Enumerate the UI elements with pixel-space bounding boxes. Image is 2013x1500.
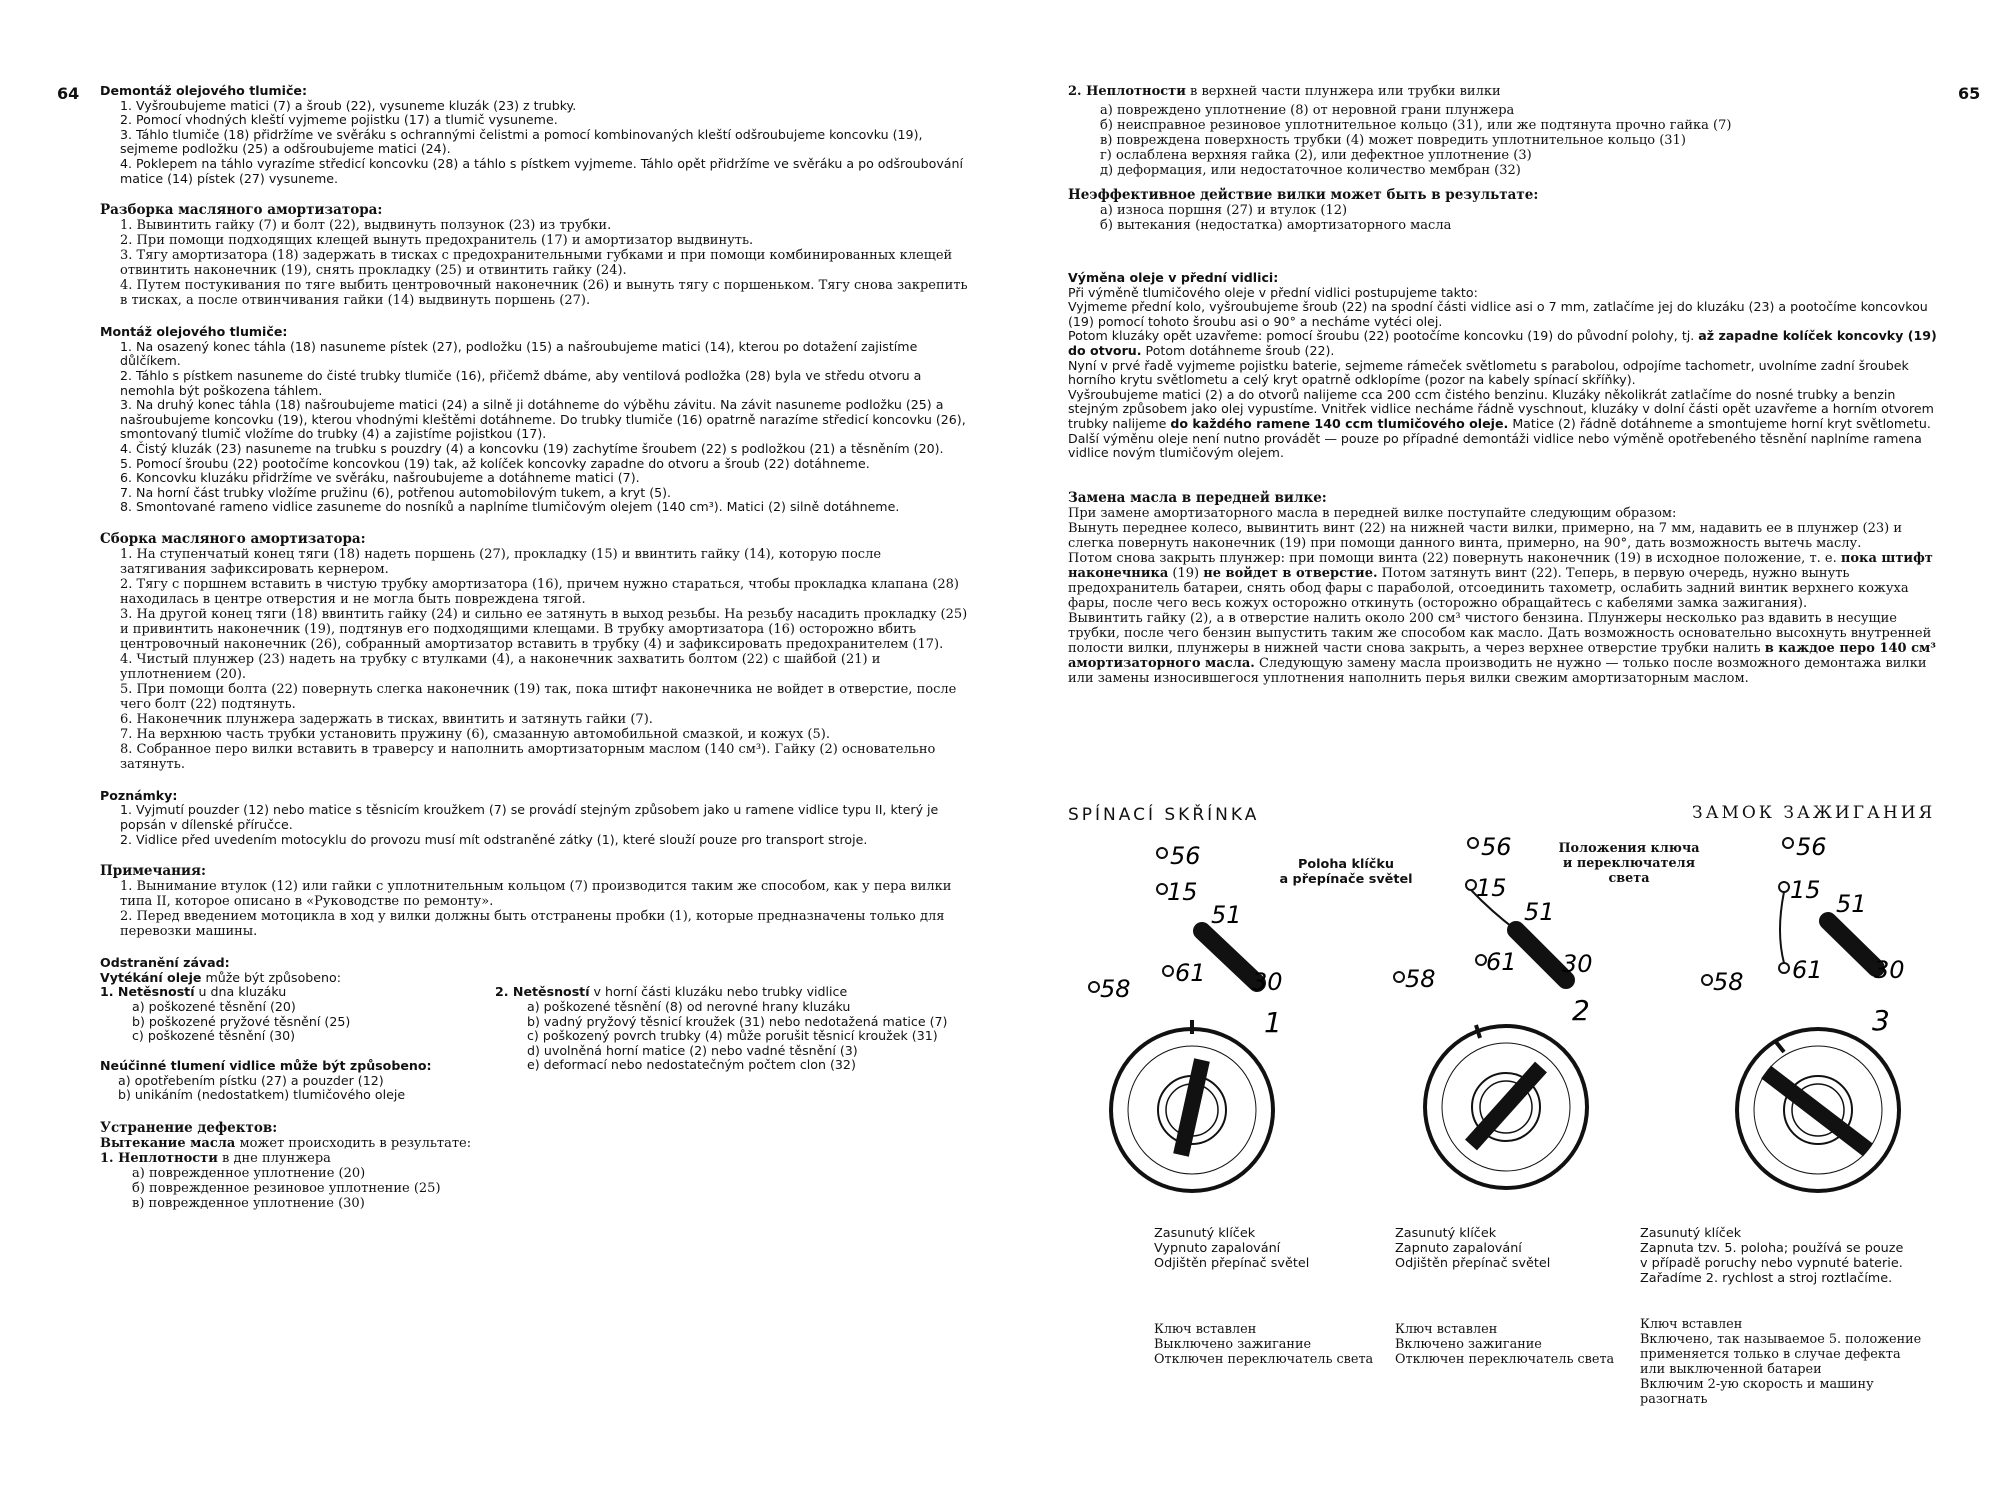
page-number-left: 64	[57, 84, 80, 103]
terminal-label: 15	[1790, 876, 1821, 904]
list-item: 8. Собранное перо вилки вставить в траверсу и наполнить амортизаторным маслом (140 см³). Гайку (2) основательно затянуть.	[120, 741, 936, 772]
list-item: 7. На верхнюю часть трубки установить пружину (6), смазанную автомобильной смазкой, и кожух (5).	[120, 726, 830, 742]
terminal-15-icon	[1157, 884, 1167, 894]
terminal-label: 61	[1175, 959, 1206, 987]
list-item: 3. Тягу амортизатора (18) задержать в тисках с предохранительными губками и при помощи комбинированных клещей отвинтить наконечник (19), снять прокладку (25) и отвинтить гайку (24).	[120, 248, 953, 279]
list-demontaz	[100, 99, 968, 187]
section-poznamky	[100, 789, 968, 847]
caption-cs-2	[1395, 1226, 1550, 1271]
left-column	[100, 84, 968, 1227]
subheading-neeffektivnoe: Неэффективное действие вилки может быть в результате:	[1068, 187, 1539, 203]
terminal-61-icon	[1779, 963, 1789, 973]
list-item: 6. Koncovku kluzáku přidržíme ve svěráku, našroubujeme a dotáhneme matici (7).	[120, 470, 640, 486]
causes-b-title-rest: v horní části kluzáku nebo trubky vidlice	[589, 984, 848, 1000]
caption-line: Выключено зажигание	[1154, 1337, 1312, 1352]
terminal-label: 58	[1405, 965, 1436, 993]
paragraph: Další výměnu oleje není nutno provádět — pouze po případné demontáži vidlice nebo výměně opotřebeného těsnění naplníme ramena vidlice novým tlumičovým olejem.	[1068, 430, 1922, 461]
caption-line: Zařadíme 2. rychlost a stroj roztlačíme.	[1640, 1271, 1893, 1286]
section-ustranenie	[100, 1121, 968, 1211]
switch-number: 1	[1264, 1006, 1282, 1039]
list-item: а) повреждено уплотнение (8) от неровной грани плунжера	[1100, 103, 1515, 118]
terminal-label: 56	[1481, 833, 1512, 861]
list-item: b) unikáním (nedostatkem) tlumičového oleje	[118, 1087, 406, 1103]
position-mark	[1776, 1042, 1784, 1052]
paragraph	[1068, 551, 1938, 611]
caption-line: или выключенной батареи	[1640, 1362, 1822, 1377]
list-sborka	[100, 547, 968, 772]
list-primechaniya	[100, 879, 968, 939]
bridge-wire-icon	[1780, 892, 1784, 963]
paragraph: При замене амортизаторного масла в передней вилке поступайте следующим образом:	[1068, 505, 1677, 521]
list-item: 3. На другой конец тяги (18) ввинтить гайку (24) и сильно ее затянуть в выход резьбы. На резьбу насадить прокладку (25) и привинтить наконечник (19), подтянув его подходящими клещами. В трубку амортизатора (16) осторожно вбить центровочный наконечник (26), собранный амортизатор вставить в трубку (4) и зафиксировать предохранителем (17).	[120, 606, 968, 652]
list-item: а) поврежденное уплотнение (20)	[132, 1165, 366, 1181]
list-item: 1. Na osazený konec táhla (18) nasuneme pístek (27), podložku (15) a našroubujeme matici (14), kterou po dotažení zajistíme důlčíkem.	[120, 338, 918, 369]
list-item: 3. Táhlo tlumiče (18) přidržíme ve svěráku s ochrannými čelistmi a pomocí kombinovaných kleští odšroubujeme koncovku (19), sejmeme podložku (25) a odšroubujeme matici (24).	[120, 126, 923, 157]
list-item: 8. Smontované rameno vidlice zasuneme do nosníků a naplníme tlumičovým olejem (140 cm³). Matici (2) silně dotáhneme.	[120, 499, 900, 515]
list-item: 2. Перед введением мотоцикла в ход у вилки должны быть отстранены пробки (1), которые предназначены только для перевозки машины.	[120, 909, 945, 940]
terminal-61-icon	[1476, 955, 1486, 965]
diagram-title-cs: SPÍNACÍ SKŘÍNKA	[1068, 805, 1260, 825]
causes-a-title-rest: u dna kluzáku	[194, 984, 287, 1000]
caption-line: v případě poruchy nebo vypnuté baterie.	[1640, 1256, 1903, 1271]
item-title-bold: 2. Неплотности	[1068, 84, 1186, 99]
text-run: Потом затянуть винт (22). Теперь, в первую очередь, нужно вынуть предохранитель батареи, снять обод фары с параболой, отсоединить тахометр, ослабить задний винтик верхнего кожуха фары, после чего весь кожух осторожно откинуть (осторожно обращайтесь с кабелями замка зажигания).	[1068, 565, 1909, 611]
diagram-title-ru: ЗАМОК ЗАЖИГАНИЯ	[1692, 803, 1936, 823]
causes-a-title	[100, 985, 495, 1000]
section-odstraneni	[100, 956, 968, 1103]
caption-line: Ключ вставлен	[1640, 1317, 1743, 1332]
terminal-label: 51	[1836, 890, 1867, 918]
terminal-58-icon	[1394, 972, 1404, 982]
item-title-bold: 1. Неплотности	[100, 1150, 218, 1166]
item-title-rest: в дне плунжера	[217, 1150, 331, 1166]
heading-sborka: Сборка масляного амортизатора:	[100, 530, 366, 547]
right-column	[1068, 84, 1938, 702]
section-vymena-oleje	[1068, 271, 1938, 461]
list-item: 2. Pomocí vhodných kleští vyjmeme pojistku (17) a tlumič vysuneme.	[120, 112, 558, 128]
list-montaz	[100, 340, 968, 515]
terminal-label: 51	[1211, 901, 1242, 929]
list-item: c) poškozené těsnění (30)	[132, 1028, 296, 1044]
heading-poznamky: Poznámky:	[100, 787, 178, 803]
switch-1	[1089, 842, 1283, 1191]
item-title-rest: в верхней части плунжера или трубки вилки	[1185, 84, 1501, 99]
text-run-bold: пока штифт наконечника	[1068, 550, 1933, 581]
paragraph: Вынуть переднее колесо, вывинтить винт (22) на нижней части вилки, примерно, на 7 мм, надавить ее в плунжер (23) и слегка повернуть наконечник (19) при помощи данного винта, примерно, на 90°, дать возможность вытечь маслу.	[1068, 520, 1903, 551]
heading-montaz: Montáž olejového tlumiče:	[100, 324, 288, 340]
label-line: и переключателя	[1562, 856, 1696, 871]
list-item: 7. Na horní část trubky vložíme pružinu (6), potřenou automobilovým tukem, a kryt (5).	[120, 484, 672, 500]
subheading-bold: Вытекание масла	[100, 1135, 236, 1151]
causes-a-list	[114, 1000, 495, 1044]
caption-line: Zasunutý klíček	[1395, 1226, 1497, 1241]
list-item: 6. Наконечник плунжера задержать в тисках, ввинтить и затянуть гайки (7).	[120, 711, 653, 727]
subheading-rest: может происходить в результате:	[235, 1135, 472, 1151]
label-line: света	[1608, 871, 1650, 886]
list-item: 4. Poklepem na táhlo vyrazíme středicí koncovku (28) a táhlo s pístkem vyjmeme. Táhlo opět přidržíme ve svěráku a po odšroubování matice (14) pístek (27) vysuneme.	[120, 155, 963, 186]
caption-line: применяется только в случае дефекта	[1640, 1347, 1901, 1362]
list-item: 3. Na druhý konec táhla (18) našroubujeme matici (24) a silně ji dotáhneme do výběhu závitu. Na závit nasuneme podložku (25) a našroubujeme koncovku (19), kterou vhodnými kleštěmi dotáhneme. Do trubky tlumiče (16) opatrně narazíme středicí koncovku (26), smontovaný tlumič vložíme do trubky (4) a zajistíme pojistkou (17).	[120, 397, 966, 442]
terminal-15-icon	[1779, 882, 1789, 892]
list-item: 1. На ступенчатый конец тяги (18) надеть поршень (27), прокладку (15) и ввинтить гайку (14), которую после затягивания зафиксировать кернером.	[120, 546, 882, 577]
caption-line: Отключен переключатель света	[1395, 1352, 1615, 1367]
caption-ru-1	[1154, 1322, 1373, 1367]
list-poznamky	[100, 803, 968, 847]
caption-ru-2	[1395, 1322, 1614, 1367]
paragraph: Při výměně tlumičového oleje v přední vidlici postupujeme takto:	[1068, 284, 1478, 300]
causes-b-title-bold: 2. Netěsností	[495, 984, 590, 1000]
list-item: 1. Vyšroubujeme matici (7) a šroub (22), vysuneme kluzák (23) z trubky.	[120, 97, 577, 113]
caption-line: Vypnuto zapalování	[1154, 1241, 1281, 1256]
subheading-vytekanie	[100, 1136, 968, 1151]
contact-bar	[1516, 930, 1566, 980]
label-line: Poloha klíčku	[1297, 857, 1395, 872]
caption-line: Odjištěn přepínač světel	[1154, 1256, 1310, 1271]
caption-ru-3	[1640, 1317, 1921, 1407]
causes-b-list	[509, 1000, 965, 1073]
list-item: 1. Вывинтить гайку (7) и болт (22), выдвинуть ползунок (23) из трубки.	[120, 218, 612, 234]
list-item: c) poškozený povrch trubky (4) může porušit těsnicí kroužek (31)	[527, 1028, 938, 1044]
list-item: 4. Чистый плунжер (23) надеть на трубку с втулками (4), а наконечник захватить болтом (22) с шайбой (21) и уплотнением (20).	[120, 651, 881, 682]
terminal-label: 56	[1170, 842, 1201, 870]
switch-3	[1702, 833, 1905, 1191]
section-sborka	[100, 532, 968, 772]
list-item: 5. При помощи болта (22) повернуть слегка наконечник (19) так, пока штифт наконечника не войдет в отверстие, после чего болт (22) подтянуть.	[120, 681, 957, 712]
neucinne-list	[100, 1074, 968, 1103]
terminal-58-icon	[1702, 975, 1712, 985]
list-item: a) opotřebením pístku (27) a pouzder (12)	[118, 1072, 384, 1088]
position-mark	[1476, 1025, 1480, 1038]
caption-line: Zasunutý klíček	[1640, 1226, 1742, 1241]
paragraph	[1068, 611, 1938, 686]
caption-line: Zapnuta tzv. 5. poloha; používá se pouze	[1640, 1241, 1904, 1256]
terminal-label: 58	[1100, 975, 1131, 1003]
list-item: в) поврежденное уплотнение (30)	[132, 1195, 365, 1211]
caption-line: Включено, так называемое 5. положение	[1640, 1332, 1922, 1347]
paragraph: Vyjmeme přední kolo, vyšroubujeme šroub (22) na spodní části vidlice asi o 7 mm, zatlačíme jej do kluzáku (23) a pootočíme koncovkou (19) pomocí tohoto šroubu asi o 90° a necháme vytéci olej.	[1068, 299, 1928, 329]
caption-line: разогнать	[1640, 1392, 1708, 1407]
subheading-bold: Vytékání oleje	[100, 969, 202, 985]
list-item: a) poškozené těsnění (20)	[132, 999, 296, 1015]
list-item: a) poškozené těsnění (8) od nerovné hrany kluzáku	[527, 999, 851, 1015]
terminal-61-icon	[1163, 966, 1173, 976]
text-run-bold: в каждое перо 140 см³ амортизаторного масла.	[1068, 640, 1936, 671]
text-run: Potom kluzáky opět uzavřeme: pomocí šroubu (22) pootočíme koncovku (19) do původní polohy, tj.	[1068, 328, 1699, 344]
terminal-label: 30	[1874, 956, 1905, 984]
section-primechaniya	[100, 864, 968, 939]
list-item: 2. При помощи подходящих клещей вынуть предохранитель (17) и амортизатор выдвинуть.	[120, 233, 754, 249]
neplotnosti-list	[1082, 103, 1938, 178]
paragraph: Nyní v prvé řadě vyjmeme pojistku baterie, sejmeme rámeček světlometu s parabolou, odpojíme tachometr, uvolníme zadní šroubek horního krytu světlometu a celý kryt opatrně odklopíme (pozor na kabely spínací skříňky).	[1068, 357, 1909, 388]
list-item: 5. Pomocí šroubu (22) pootočíme koncovkou (19) tak, až kolíček koncovky zapadne do otvoru a šroub (22) dotáhneme.	[120, 455, 870, 471]
item-title	[1068, 84, 1938, 99]
causes-a-title-bold: 1. Netěsností	[100, 984, 195, 1000]
caption-line: Ключ вставлен	[1395, 1322, 1498, 1337]
caption-line: Odjištěn přepínač světel	[1395, 1256, 1551, 1271]
switch-number: 3	[1872, 1004, 1890, 1037]
item-title	[100, 1151, 968, 1166]
subheading-neucinne: Neúčinné tlumení vidlice může být způsobeno:	[100, 1058, 432, 1073]
terminal-56-icon	[1783, 838, 1793, 848]
terminal-label: 51	[1524, 898, 1555, 926]
subheading-vytekani	[100, 971, 968, 986]
list-item: б) вытекания (недостатка) амортизаторного масла	[1100, 218, 1452, 233]
section-zamena-masla	[1068, 491, 1938, 686]
list-item: г) ослаблена верхняя гайка (2), или дефектное уплотнение (3)	[1100, 148, 1532, 163]
text-run-bold: až zapadne kolíček koncovky (19) do otvoru.	[1068, 328, 1937, 358]
caption-line: Включено зажигание	[1395, 1337, 1542, 1352]
contact-bar	[1202, 931, 1257, 983]
terminal-56-icon	[1157, 848, 1167, 858]
list-item: 2. Тягу с поршнем вставить в чистую трубку амортизатора (16), причем нужно стараться, чтобы прокладка клапана (28) находилась в центре отверстия и не могла быть повреждена тягой.	[120, 576, 959, 607]
terminal-label: 58	[1713, 968, 1744, 996]
terminal-56-icon	[1468, 838, 1478, 848]
paragraph	[1068, 388, 1938, 432]
ignition-switch-diagram	[1006, 820, 2006, 1200]
caption-line: Zasunutý klíček	[1154, 1226, 1256, 1241]
left-page	[0, 0, 1006, 1500]
caption-cs-3	[1640, 1226, 1903, 1286]
paragraph	[1068, 329, 1938, 358]
caption-line: Включим 2-ую скорость и машину	[1640, 1377, 1874, 1392]
list-item: 4. Путем постукивания по тяге выбить центровочный наконечник (26) и вынуть тягу с поршеньком. Тягу снова закрепить в тисках, а после отвинчивания гайки (14) выдвинуть поршень (27).	[120, 278, 968, 309]
terminal-label: 61	[1486, 948, 1517, 976]
list-razborka	[100, 218, 968, 308]
causes-column-b	[495, 985, 965, 1073]
label-line: Положения ключа	[1558, 841, 1700, 856]
list-item: б) неисправное резиновое уплотнительное кольцо (31), или же подтянута прочно гайка (7)	[1100, 118, 1732, 133]
text-run: Вывинтить гайку (2), а в отверстие налить около 200 см³ чистого бензина. Плунжеры несколько раз вдавить в несущие трубки, после чего бензин выпустить таким же способом как масло. Дать возможность основательно высохнуть внутренней полости вилки, плунжеры в нижней части снова закрыть, а через верхнее отверстие трубки налить	[1068, 610, 1932, 656]
text-run-bold: не войдет в отверстие.	[1203, 565, 1378, 581]
heading-ustranenie: Устранение дефектов:	[100, 1119, 278, 1136]
heading-zamena-masla: Замена масла в передней вилке:	[1068, 489, 1327, 506]
text-run: Vyšroubujeme matici (2) a do otvorů nalijeme cca 200 ccm čistého benzinu. Kluzáky několikrát zatlačíme do nosné trubky a benzin stejným způsobem jako olej vypustíme. Vnitřek vidlice necháme řádně vyschnout, kluzáky v dolní části opět uzavřeme a horním otvorem trubky nalijeme	[1068, 386, 1934, 431]
list-item: 1. Вынимание втулок (12) или гайки с уплотнительным кольцом (7) производится таким же способом, как у пера вилки типа II, которое описано в «Руководстве по ремонту».	[120, 879, 952, 910]
text-run: Potom dotáhneme šroub (22).	[1141, 342, 1335, 358]
text-run-bold: do každého ramene 140 ccm tlumičového oleje.	[1170, 415, 1509, 431]
list-item: 1. Vyjmutí pouzder (12) nebo matice s těsnicím kroužkem (7) se provádí stejným způsobem jako u ramene vidlice typu II, který je popsán v dílenské příručce.	[120, 802, 939, 833]
caption-line: Zapnuto zapalování	[1395, 1241, 1522, 1256]
section-razborka	[100, 203, 968, 308]
heading-razborka: Разборка масляного амортизатора:	[100, 202, 383, 219]
caption-line: Отключен переключатель света	[1154, 1352, 1374, 1367]
terminal-58-icon	[1089, 982, 1099, 992]
heading-primechaniya: Примечания:	[100, 863, 206, 880]
heading-vymena-oleje: Výměna oleje v přední vidlici:	[1068, 270, 1279, 285]
terminal-label: 15	[1476, 874, 1507, 902]
switch-2	[1394, 833, 1593, 1188]
terminal-15-icon	[1466, 880, 1476, 890]
subheading-rest: může být způsobeno:	[201, 969, 341, 985]
section-neplotnosti-2	[1068, 84, 1938, 233]
text-run: Потом снова закрыть плунжер: при помощи винта (22) повернуть наконечник (19) в исходное положение, т. е.	[1068, 550, 1841, 566]
contact-bar	[1828, 921, 1876, 968]
list-item: 2. Táhlo s pístkem nasuneme do čisté trubky tlumiče (16), přičemž dbáme, aby ventilová podložka (28) byla ve středu otvoru a nemohla být poškozena táhlem.	[120, 367, 922, 398]
terminal-label: 30	[1252, 968, 1283, 996]
text-run: Matice (2) řádně dotáhneme a smontujeme horní kryt světlometu.	[1508, 415, 1931, 431]
list-item: b) poškozené pryžové těsnění (25)	[132, 1013, 351, 1029]
terminal-label: 61	[1792, 956, 1823, 984]
list-item: b) vadný pryžový těsnicí kroužek (31) nebo nedotažená matice (7)	[527, 1013, 948, 1029]
terminal-label: 56	[1796, 833, 1827, 861]
list-item: а) износа поршня (27) и втулок (12)	[1100, 203, 1348, 218]
list-item: 4. Čistý kluzák (23) nasuneme na trubku s pouzdry (4) a koncovku (19) zachytíme šroubem (22) s podložkou (21) a těsněním (20).	[120, 440, 944, 456]
causes-b-title	[495, 985, 965, 1000]
caption-line: Ключ вставлен	[1154, 1322, 1257, 1337]
terminal-label: 30	[1562, 950, 1593, 978]
switch-number: 2	[1572, 994, 1590, 1027]
page-number-right: 65	[1958, 84, 1981, 103]
right-page	[1006, 0, 2013, 1500]
list-item: в) повреждена поверхность трубки (4) может повредить уплотнительное кольцо (31)	[1100, 133, 1686, 148]
section-demontaz	[100, 84, 968, 186]
text-run: (19)	[1168, 565, 1204, 581]
list-item: e) deformací nebo nedostatečným počtem clon (32)	[527, 1057, 856, 1073]
list-item: 2. Vidlice před uvedením motocyklu do provozu musí mít odstraněné zátky (1), které slouží pouze pro transport stroje.	[120, 831, 868, 847]
caption-cs-1	[1154, 1226, 1309, 1271]
section-montaz	[100, 325, 968, 515]
heading-demontaz: Demontáž olejového tlumiče:	[100, 83, 307, 98]
text-run: Следующую замену масла производить не нужно — только после возможного демонтажа вилки или замены износившегося уплотнения наполнить перья вилки свежим амортизаторным маслом.	[1068, 655, 1927, 686]
ustranenie-list	[114, 1166, 968, 1211]
terminal-label: 15	[1167, 878, 1198, 906]
list-item: d) uvolněná horní matice (2) nebo vadné těsnění (3)	[527, 1042, 858, 1058]
neeffektivnoe-list	[1082, 203, 1938, 233]
list-item: д) деформация, или недостаточное количество мембран (32)	[1100, 163, 1521, 178]
list-item: б) поврежденное резиновое уплотнение (25)	[132, 1180, 441, 1196]
key-slot-icon	[1181, 1060, 1202, 1155]
label-line: a přepínače světel	[1279, 872, 1413, 887]
heading-odstraneni: Odstranění závad:	[100, 955, 230, 971]
